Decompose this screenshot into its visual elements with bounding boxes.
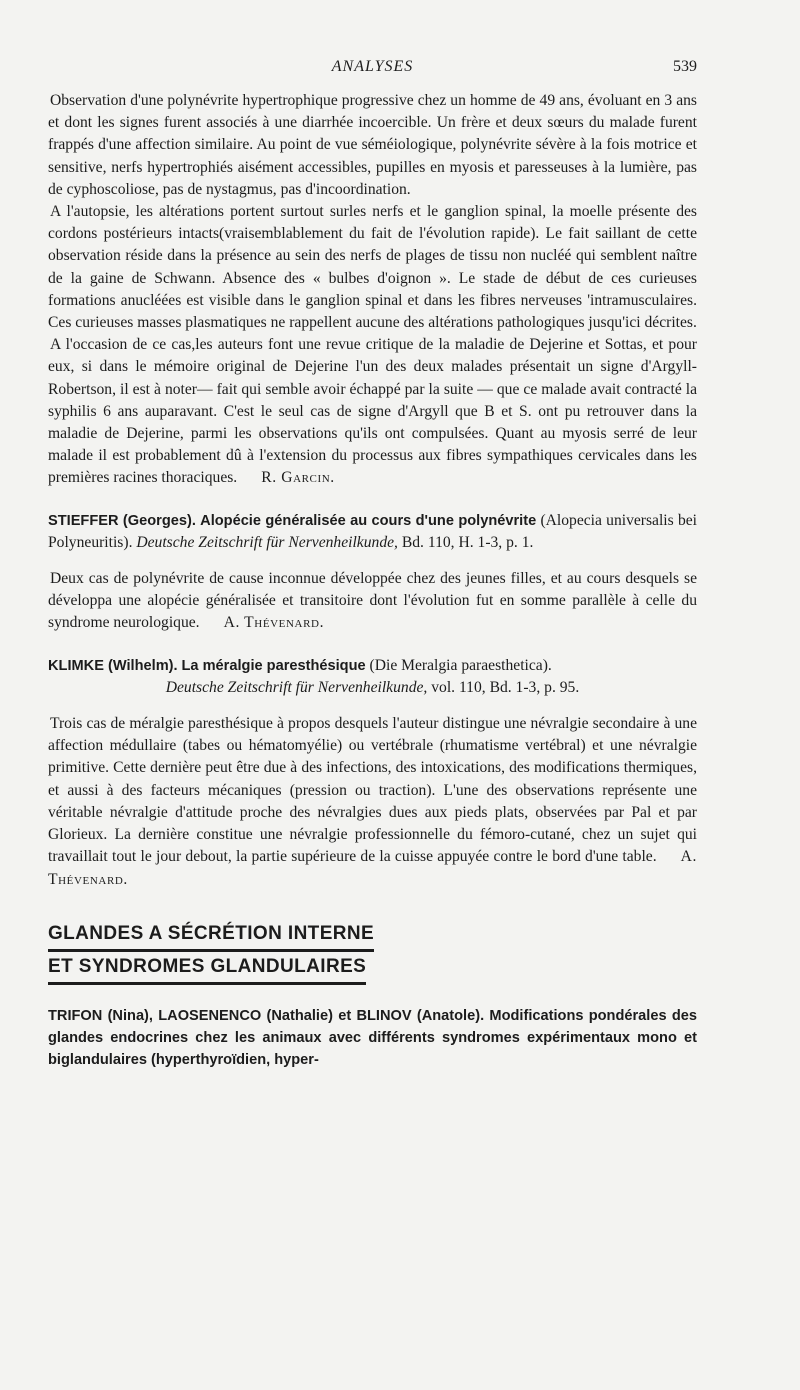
page-number: 539 bbox=[673, 58, 697, 75]
article-klimke-body bbox=[48, 713, 697, 891]
running-header bbox=[48, 58, 697, 80]
article-trifon-header bbox=[48, 1005, 697, 1072]
signature: A. Thévenard. bbox=[48, 848, 697, 888]
article-stieffer-header bbox=[48, 510, 697, 554]
section-heading-line: ET SYNDROMES GLANDULAIRES bbox=[48, 954, 366, 985]
article-authors: TRIFON (Nina), LAOSENENCO (Nathalie) et BLINOV (Anatole). bbox=[48, 1007, 485, 1024]
citation: Bd. 110, H. 1-3, p. 1. bbox=[401, 533, 534, 551]
article-author: KLIMKE (Wilhelm). bbox=[48, 657, 178, 674]
journal-page bbox=[0, 58, 800, 1390]
signature: A. Thévenard. bbox=[223, 614, 325, 632]
paragraph: Observation d'une polynévrite hypertrophique progressive chez un homme de 49 ans, évoluant en 3 ans et dont les signes furent associés à une diarrhée incoercible. Un frère et deux sœurs du malade furent frappés d'une affection similaire. Au point de vue séméiologique, polynévrite sévère à la fois motrice et sensitive, nerfs hypertrophiés aisément accessibles, pupilles en myosis et paresseuses à la lumière, pas de cyphoscoliose, pas de nystagmus, pas d'incoordination. bbox=[48, 92, 697, 198]
article-klimke-citation bbox=[48, 677, 697, 699]
article-garcin bbox=[48, 90, 697, 490]
journal-name: Deutsche Zeitschrift für Nervenheilkunde, bbox=[165, 678, 428, 696]
citation: vol. 110, Bd. 1-3, p. 95. bbox=[431, 678, 580, 696]
journal-name: Deutsche Zeitschrift für Nervenheilkunde, bbox=[136, 533, 398, 551]
paragraph-text: A l'occasion de ce cas,les auteurs font une revue critique de la maladie de Dejerine et Sottas, et pour eux, si dans le mémoire original de Dejerine l'un des deux malades présentait un signe d'Argyll-Robertson, il est à noter— fait qui semble avoir échappé par la suite — que ce malade avait contracté la syphilis 6 ans auparavant. C'est le seul cas de signe d'Argyll que B et S. ont pu retrouver dans la maladie de Dejerine, parmi les observations qu'ils ont compulsées. Quant au myosis serré de leur malade il est probablement dû à l'extension du processus aux fibres sympathiques cervicales dans les premières racines thoraciques. bbox=[48, 336, 697, 487]
paragraph-text: Trois cas de méralgie paresthésique à propos desquels l'auteur distingue une névralgie secondaire à une affection médullaire (tabes ou hématomyélie) ou vertébrale (rhumatisme vertébral) et une névralgie primitive. Cette dernière peut être due à des infections, des intoxications, des modifications thermiques, et aussi à des facteurs mécaniques (pression ou traction). L'une des observations représente une véritable névralgie d'attitude proche des névralgies dues aux pieds plats, observées par Pal et par Glorieux. La dernière constitue une névralgie professionnelle du fémoro-cutané, chez un sujet qui travaillait tout le jour debout, la partie supérieure de la cuisse appuyée contre le bord d'une table. bbox=[48, 715, 697, 866]
paragraph bbox=[48, 334, 697, 489]
paragraph: A l'autopsie, les altérations portent surtout surles nerfs et le ganglion spinal, la moelle présente des cordons postérieurs intacts(vraisemblablement du fait de l'évolution rapide). Le fait saillant de cette observation réside dans la présence au sein des nerfs de plages de tissu non nucléé qui semblent naître de la gaine de Schwann. Absence des « bulbes d'oignon ». Le stade de début de ces curieuses formations anucléées est visible dans le ganglion spinal et dans les fibres nerveuses 'intramusculaires. Ces curieuses masses plasmatiques ne rappellent aucune des altérations pathologiques jusqu'ici décrites. bbox=[48, 203, 697, 332]
paragraph-text: Deux cas de polynévrite de cause inconnue développée chez des jeunes filles, et au cours desquels se développa une alopécie généralisée et transitoire dont l'évolution fut en somme parallèle à celle du syndrome neurologique. bbox=[48, 570, 697, 632]
article-title: La méralgie paresthésique bbox=[181, 657, 366, 674]
running-title: ANALYSES bbox=[331, 58, 414, 75]
article-author: STIEFFER (Georges). bbox=[48, 512, 196, 529]
section-heading bbox=[48, 921, 697, 985]
paragraph bbox=[48, 568, 697, 635]
article-subtitle: (Die Meralgia paraesthetica). bbox=[369, 656, 552, 674]
paragraph bbox=[48, 713, 697, 891]
article-subtitle: (Alopecia universalis bei Polyneuritis). bbox=[48, 511, 697, 551]
article-title: Alopécie généralisée au cours d'une polynévrite bbox=[200, 512, 537, 529]
signature: R. Garcin. bbox=[261, 469, 335, 487]
article-title: Modifications pondérales des glandes endocrines chez les animaux avec différents syndromes expérimentaux mono et biglandulaires (hyperthyroïdien, hyper- bbox=[48, 1007, 697, 1069]
article-klimke-header bbox=[48, 655, 697, 677]
section-heading-line: GLANDES A SÉCRÉTION INTERNE bbox=[48, 921, 374, 952]
article-stieffer-body bbox=[48, 568, 697, 635]
